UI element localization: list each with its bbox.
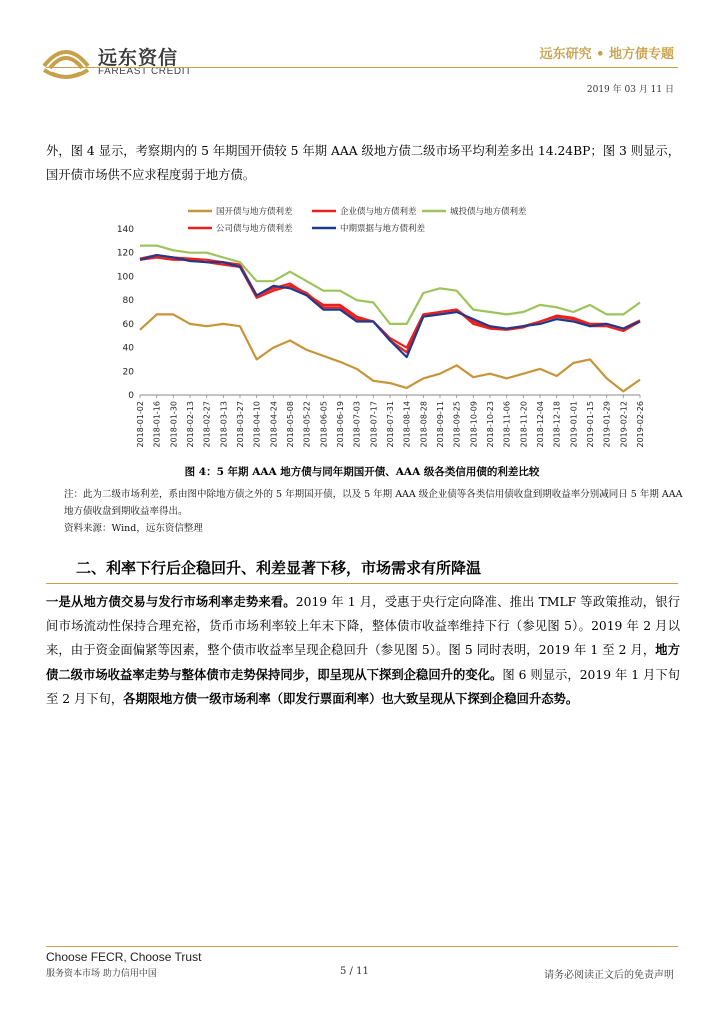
x-tick-label: 2018-05-22 <box>302 401 312 448</box>
footer-slogan: Choose FECR, Choose Trust <box>46 950 202 964</box>
figure-source: 资料来源：Wind，远东资信整理 <box>64 523 203 534</box>
x-tick-label: 2018-12-18 <box>552 401 562 448</box>
legend-label: 城投债与地方债利差 <box>450 207 527 217</box>
section-paragraph <box>46 590 680 712</box>
spread-line-chart <box>100 195 660 460</box>
x-tick-label: 2018-02-13 <box>186 401 195 448</box>
y-tick-label: 80 <box>122 296 134 307</box>
y-tick-label: 140 <box>116 225 134 235</box>
footer-disclaimer: 请务必阅读正文后的免责声明 <box>544 970 674 981</box>
x-tick-label: 2018-09-25 <box>452 401 462 448</box>
logo-name-en: FAREAST CREDIT <box>98 66 192 77</box>
x-tick-label: 2018-11-06 <box>502 401 512 448</box>
x-tick-label: 2018-06-05 <box>319 401 329 448</box>
y-tick-label: 0 <box>128 391 134 401</box>
x-tick-label: 2018-03-27 <box>236 401 245 448</box>
series-line-2 <box>140 246 640 324</box>
series-line-4 <box>140 255 640 357</box>
para-text-2: 图 6 则显示，2019 年 1 月下旬至 2 月下旬， <box>46 667 680 706</box>
para-text-1: 2019 年 1 月，受惠于央行定向降准、推出 TMLF 等政策推动，银行间市场流动性保持合理充裕，货币市场利率较上年末下降，整体债市收益率维持下行（参见图 5）。2019 年 2 月以来，由于资金面偏紧等因素，整个债市收益率呈现企稳回升（参见图 5）。图 5 同时表明，2019 年 1 至 2 月， <box>46 595 680 657</box>
x-tick-label: 2018-07-31 <box>386 401 395 448</box>
x-tick-label: 2018-10-09 <box>469 401 479 448</box>
legend-label: 国开债与地方债利差 <box>216 207 293 217</box>
x-tick-label: 2018-07-17 <box>369 401 379 448</box>
figure-caption: 图 4：5 年期 AAA 地方债与同年期国开债、AAA 级各类信用债的利差比较 <box>184 466 540 478</box>
fareast-logo-icon <box>40 40 92 80</box>
series-line-1 <box>140 255 640 348</box>
header-report-tag: 远东研究 • 地方债专题 <box>539 47 674 62</box>
x-tick-label: 2018-07-03 <box>352 401 362 448</box>
x-tick-label: 2018-08-28 <box>419 401 429 448</box>
x-tick-label: 2019-01-01 <box>569 401 579 448</box>
y-tick-label: 40 <box>122 343 134 354</box>
x-tick-label: 2018-04-10 <box>252 401 262 448</box>
x-tick-label: 2018-03-13 <box>219 401 229 448</box>
header-divider <box>46 67 678 68</box>
x-tick-label: 2018-01-02 <box>136 401 145 448</box>
x-tick-label: 2019-02-26 <box>636 401 645 448</box>
x-tick-label: 2018-10-23 <box>486 401 495 448</box>
x-tick-label: 2018-11-20 <box>519 401 529 448</box>
footer-divider <box>46 946 678 947</box>
x-tick-label: 2019-02-12 <box>619 401 629 448</box>
x-tick-label: 2018-02-27 <box>202 401 212 448</box>
figure-note: 注：此为二级市场利差，系由图中除地方债之外的 5 年期国开债，以及 5 年期 AAA 级企业债等各类信用债收盘到期收益率分别减同日 5 年期 AAA 地方债收盘到期收益率得出。 <box>64 489 683 517</box>
legend-label: 中期票据与地方债利差 <box>340 224 426 234</box>
x-tick-label: 2019-01-29 <box>602 400 612 448</box>
y-tick-label: 120 <box>116 248 134 259</box>
x-tick-label: 2018-01-16 <box>152 401 162 448</box>
chart-legend <box>188 206 527 234</box>
footer-subslogan: 服务资本市场 助力信用中国 <box>46 969 157 979</box>
section-divider <box>46 583 678 584</box>
x-tick-label: 2018-09-11 <box>436 401 445 448</box>
x-tick-label: 2018-01-30 <box>169 401 179 448</box>
intro-paragraph: 外，图 4 显示，考察期内的 5 年期国开债较 5 年期 AAA 级地方债二级市场平均利差多出 14.24BP；图 3 则显示，国开债市场供不应求程度弱于地方债。 <box>46 144 680 182</box>
x-tick-label: 2019-01-15 <box>586 401 595 448</box>
x-tick-label: 2018-12-04 <box>536 401 545 448</box>
y-tick-label: 20 <box>122 367 134 378</box>
company-logo <box>40 40 210 80</box>
para-bold-2: 地方债二级市场收益率走势与整体债市走势保持同步，即呈现从下探到企稳回升的变化。 <box>46 642 680 682</box>
legend-label: 公司债与地方债利差 <box>216 224 293 234</box>
y-tick-label: 60 <box>122 319 134 330</box>
chart-series <box>140 246 640 392</box>
logo-name-cn: 远东资信 <box>98 47 179 69</box>
section-heading: 二、利率下行后企稳回升、利差显著下移，市场需求有所降温 <box>76 559 482 577</box>
x-tick-label: 2018-08-14 <box>402 401 412 448</box>
x-tick-label: 2018-06-19 <box>336 401 345 448</box>
para-bold-3: 各期限地方债一级市场利率（即发行票面利率）也大致呈现从下探到企稳回升态势。 <box>123 691 579 706</box>
page-number: 5 / 11 <box>340 966 369 977</box>
legend-label: 企业债与地方债利差 <box>340 207 417 217</box>
x-tick-label: 2018-05-08 <box>286 401 295 448</box>
y-tick-label: 100 <box>116 272 134 283</box>
x-tick-label: 2018-04-24 <box>269 401 279 448</box>
series-line-0 <box>140 314 640 391</box>
para-bold-lead: 一是从地方债交易与发行市场利率走势来看。 <box>46 594 296 609</box>
report-date: 2019 年 03 月 11 日 <box>586 85 674 95</box>
